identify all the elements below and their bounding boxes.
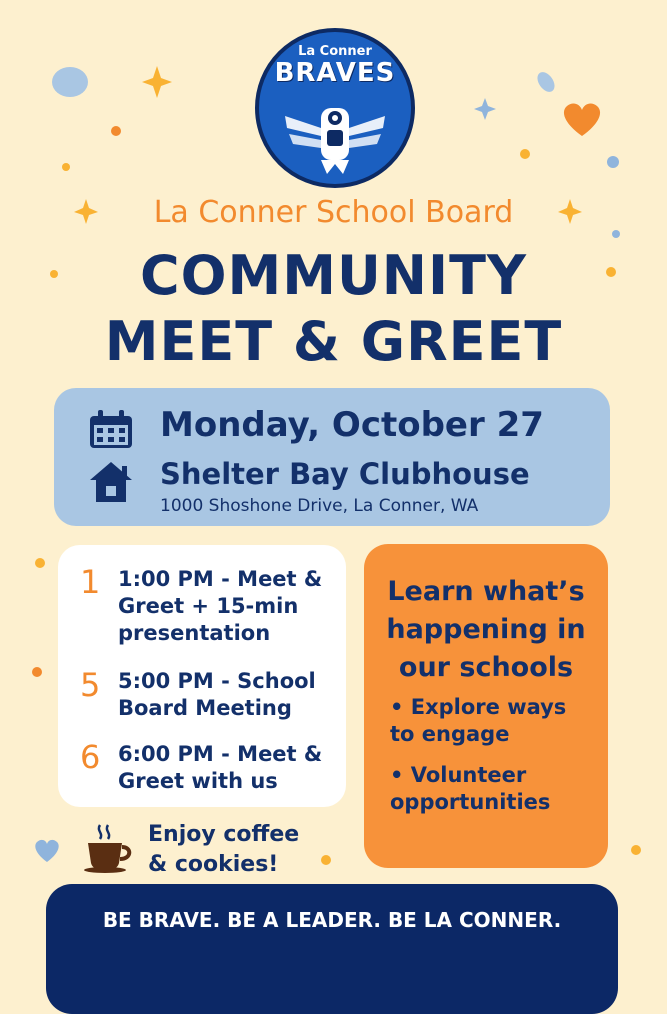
event-address: 1000 Shoshone Drive, La Conner, WA xyxy=(160,496,479,516)
logo-small-text: La Conner xyxy=(298,44,372,59)
footer-banner xyxy=(46,884,618,1014)
learn-bullet: • Explore ways to engage xyxy=(390,695,567,746)
confetti-dot xyxy=(612,230,620,238)
schedule-item: 5:00 PM - School Board Meeting xyxy=(118,669,316,720)
calendar-icon xyxy=(88,410,134,450)
sparkle-icon xyxy=(474,98,496,120)
sparkle-icon xyxy=(142,66,172,98)
braves-logo xyxy=(255,28,415,188)
confetti-dot xyxy=(607,156,619,168)
coffee-cup-icon xyxy=(82,823,134,873)
confetti-dot xyxy=(32,667,42,677)
event-date: Monday, October 27 xyxy=(160,405,544,445)
confetti-dot xyxy=(631,845,641,855)
refreshments-text: Enjoy coffee & cookies! xyxy=(148,822,300,877)
heart-icon xyxy=(564,103,600,136)
learn-title: Learn what’s happening in our schools xyxy=(386,576,586,683)
thunderbird-icon xyxy=(281,94,389,178)
footer-slogan: BE BRAVE. BE A LEADER. BE LA CONNER. xyxy=(102,908,562,932)
logo-big-text: BRAVES xyxy=(274,58,396,88)
title-line-1: COMMUNITY xyxy=(139,244,528,307)
confetti-dot xyxy=(111,126,121,136)
schedule-item: 1:00 PM - Meet & Greet + 15-min presentation xyxy=(118,567,323,645)
schedule-number: 5 xyxy=(80,666,101,704)
confetti-blob xyxy=(534,69,558,95)
confetti-blob xyxy=(52,67,88,97)
confetti-dot xyxy=(35,558,45,568)
schedule-item: 6:00 PM - Meet & Greet with us xyxy=(118,742,323,793)
schedule-number: 1 xyxy=(80,563,101,601)
heart-icon xyxy=(35,840,58,862)
title-line-2: MEET & GREET xyxy=(104,310,563,373)
learn-bullet: • Volunteer opportunities xyxy=(390,763,551,814)
confetti-dot xyxy=(321,855,331,865)
organization-name: La Conner School Board xyxy=(153,195,514,230)
confetti-dot xyxy=(520,149,530,159)
house-icon xyxy=(88,460,134,504)
confetti-dot xyxy=(62,163,70,171)
schedule-number: 6 xyxy=(80,738,101,776)
event-venue: Shelter Bay Clubhouse xyxy=(160,457,530,491)
